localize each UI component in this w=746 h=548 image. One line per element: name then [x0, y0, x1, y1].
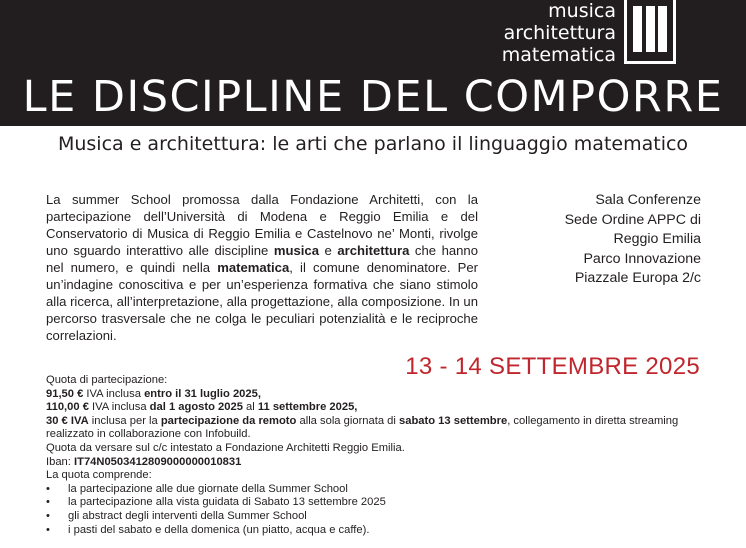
include-text: gli abstract degli interventi della Summer School — [68, 509, 307, 522]
fee-remote-text: inclusa per la — [88, 414, 161, 427]
include-text: la partecipazione alla vista guidata di Sabato 13 settembre 2025 — [68, 496, 386, 509]
fee-remote-text-2: alla sola giornata di — [296, 414, 399, 427]
fee-remote-text-3: , collegamento in diretta streaming realizzato in collaborazione con Infobuild. — [46, 414, 679, 441]
fee-late-end: 11 settembre 2025, — [257, 401, 358, 414]
header-banner — [0, 0, 746, 126]
fee-late-text: IVA inclusa — [88, 401, 150, 414]
venue-line-4: Parco Innovazione — [583, 250, 701, 267]
fee-remote-price: 30 € IVA — [46, 414, 89, 427]
list-item — [46, 524, 706, 538]
includes-heading: La quota comprende: — [46, 469, 152, 482]
list-item — [46, 496, 706, 510]
venue-line-3: Reggio Emilia — [613, 231, 701, 247]
fee-early — [46, 388, 706, 402]
intro-text-1: La summer School promossa dalla Fondazione Architetti, con la partecipazione dell’Università di Modena e Reggio Emilia e del Conservatorio di Musica di Reggio Emilia e Castelnovo ne’ Monti, rivolge uno sguardo interattivo alle discipline — [46, 192, 478, 258]
venue-line-1: Sala Conferenze — [595, 192, 701, 208]
intro-bold-architettura: architettura — [337, 243, 410, 258]
logo-bar-3 — [658, 6, 667, 52]
bullet-icon: • — [46, 523, 50, 536]
iban-label: Iban: — [46, 455, 74, 468]
fee-remote-mode: partecipazione da remoto — [160, 414, 297, 427]
brand-line-architettura: architettura — [503, 22, 616, 44]
venue-line-2: Sede Ordine APPC di — [564, 211, 701, 228]
fee-late — [46, 401, 706, 415]
brand-wordmark — [502, 0, 616, 66]
fee-remote — [46, 415, 706, 442]
intro-text-4: , il comune denominatore. Per un’indagine conoscitiva e per un’esperienza formativa che siano stimolo alla ricerca, all’interpretazione, alla progettazione, alla composizione. In un percorso trasversale che ne colga le peculiari potenzialità e le reciproche correlazioni. — [46, 260, 478, 343]
include-text: i pasti del sabato e della domenica (un piatto, acqua e caffe). — [68, 523, 370, 536]
bullet-icon: • — [46, 496, 50, 509]
bullet-icon: • — [46, 482, 50, 495]
fee-late-start: dal 1 agosto 2025 — [149, 401, 243, 414]
logo-bar-2 — [646, 6, 655, 52]
fee-early-text: IVA inclusa — [83, 387, 145, 400]
iban — [46, 456, 706, 470]
intro-text-3: che hanno nel numero, e quindi nella — [46, 243, 478, 275]
fees-heading: Quota di partecipazione: — [46, 374, 168, 386]
venue-line-5: Piazzale Europa 2/c — [574, 270, 701, 286]
brand-logo-icon — [624, 0, 676, 64]
list-item — [46, 483, 706, 497]
iban-value: IT74N0503412809000000010831 — [74, 455, 242, 468]
page-subtitle: Musica e architettura: le arti che parlano il linguaggio matematico — [57, 133, 689, 155]
intro-bold-musica: musica — [273, 243, 319, 258]
logo-bar-1 — [633, 6, 642, 52]
intro-paragraph — [46, 191, 478, 344]
payment-note: Quota da versare sul c/c intestato a Fondazione Architetti Reggio Emilia. — [46, 441, 405, 454]
event-date: 13 - 14 SETTEMBRE 2025 — [405, 353, 700, 380]
page-title: LE DISCIPLINE DEL COMPORRE — [22, 72, 724, 122]
fee-early-price: 91,50 € — [46, 387, 84, 400]
intro-bold-matematica: matematica — [217, 260, 290, 275]
fee-late-text-2: al — [242, 401, 258, 414]
intro-text-2: e — [318, 243, 338, 258]
list-item — [46, 510, 706, 524]
include-text: la partecipazione alle due giornate della Summer School — [68, 482, 348, 495]
fee-early-deadline: entro il 31 luglio 2025, — [144, 387, 261, 400]
fee-remote-day: sabato 13 settembre — [399, 414, 508, 427]
bullet-icon: • — [46, 509, 50, 522]
venue-address — [461, 191, 701, 289]
brand-line-musica: musica — [548, 0, 616, 22]
fee-late-price: 110,00 € — [46, 401, 89, 414]
includes-list — [46, 483, 706, 537]
fees-section — [46, 374, 706, 537]
brand-line-matematica: matematica — [501, 44, 616, 66]
